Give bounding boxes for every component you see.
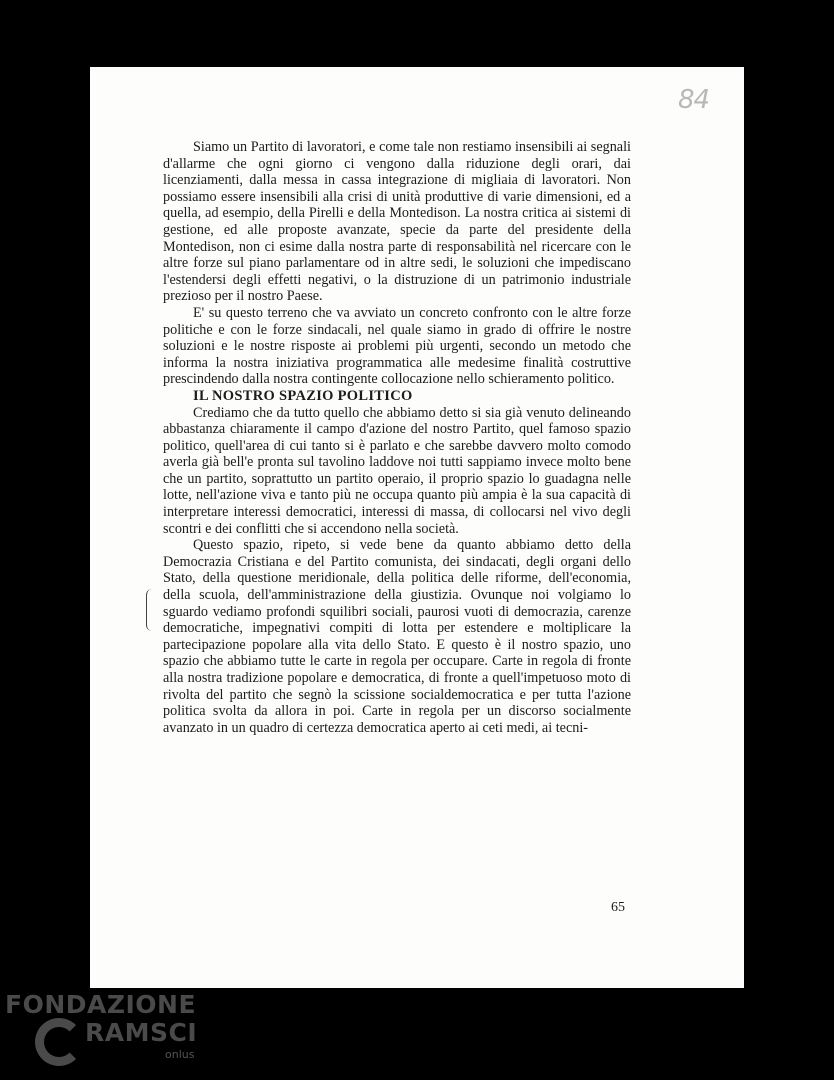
logo-line-1: FONDAZIONE xyxy=(5,990,197,1019)
section-heading: IL NOSTRO SPAZIO POLITICO xyxy=(193,387,413,404)
handwritten-page-annotation: 84 xyxy=(678,85,710,115)
logo-g-icon xyxy=(35,1018,83,1066)
page-number: 65 xyxy=(611,900,625,915)
fondazione-gramsci-logo xyxy=(5,990,205,1075)
paragraph-2: E' su questo terreno che va avviato un concreto confronto con le altre forze politiche e con le forze sindacali, nel quale siamo in grado di offrire le nostre soluzioni e le nostre risposte ai problemi più urgenti, secondo un metodo che informa la nostra iniziativa programmatica alle medesime finalità costruttive prescindendo dalla nostra contingente collocazione nello schieramento politico. xyxy=(163,304,631,388)
document-page xyxy=(90,67,744,988)
logo-line-2: RAMSCI xyxy=(85,1018,198,1047)
paragraph-1: Siamo un Partito di lavoratori, e come tale non restiamo insensibili ai segnali d'allarme che ogni giorno ci vengono dalla riduzione degli orari, dai licenziamenti, dalla messa in cassa integrazione di migliaia di lavoratori. Non possiamo essere insensibili alla crisi di unità produttive di varie dimensioni, ed a quella, ad esempio, della Pirelli e della Montedison. La nostra critica ai sistemi di gestione, ed alle proposte avanzate, specie da parte del presidente della Montedison, non ci esime dalla nostra parte di responsabilità nel ricercare con le altre forze sul piano parlamentare od in altre sedi, le soluzioni che impediscano l'estendersi degli effetti negativi, o la distruzione di un patrimonio industriale prezioso per il nostro Paese. xyxy=(163,139,631,305)
logo-line-3: onlus xyxy=(165,1048,195,1061)
body-text xyxy=(163,139,631,736)
paragraph-4: Questo spazio, ripeto, si vede bene da quanto abbiamo detto della Democrazia Cristiana e del Partito comunista, dei sindacati, degli organi dello Stato, della questione meridionale, della politica delle riforme, dell'economia, della scuola, dell'amministrazione della giustizia. Ovunque noi volgiamo lo sguardo vediamo profondi squilibri sociali, paurosi vuoti di democrazia, carenze democratiche, impegnativi compiti di lotta per estendere e moltiplicare la partecipazione popolare alla vita dello Stato. E questo è il nostro spazio, uno spazio che abbiamo tutte le carte in regola per occupare. Carte in regola di fronte alla nostra tradizione popolare e democratica, di fronte a quell'impetuoso moto di rivolta del partito che segnò la scissione socialdemocratica e per tutta l'azione politica svolta da allora in poi. Carte in regola per un discorso socialmente avanzato in un quadro di certezza democratica aperto ai ceti medi, ai tecni- xyxy=(163,537,631,736)
paragraph-3: Crediamo che da tutto quello che abbiamo detto si sia già venuto delineando abbastanza chiaramente il campo d'azione del nostro Partito, quel famoso spazio politico, quell'area di cui tanto si è parlato e che sarebbe davvero molto comodo averla già bell'e pronta sul tavolino laddove noi tutti sappiamo invece molto bene che un partito, soprattutto un partito operaio, il proprio spazio lo guadagna nelle lotte, nell'azione viva e tanto più ne occupa quanto più ampia è la sua capacità di interpretare interessi democratici, interessi di massa, di collocarsi nel vivo degli scontri e dei conflitti che si accendono nella società. xyxy=(163,404,631,537)
margin-bracket-mark xyxy=(146,589,153,631)
